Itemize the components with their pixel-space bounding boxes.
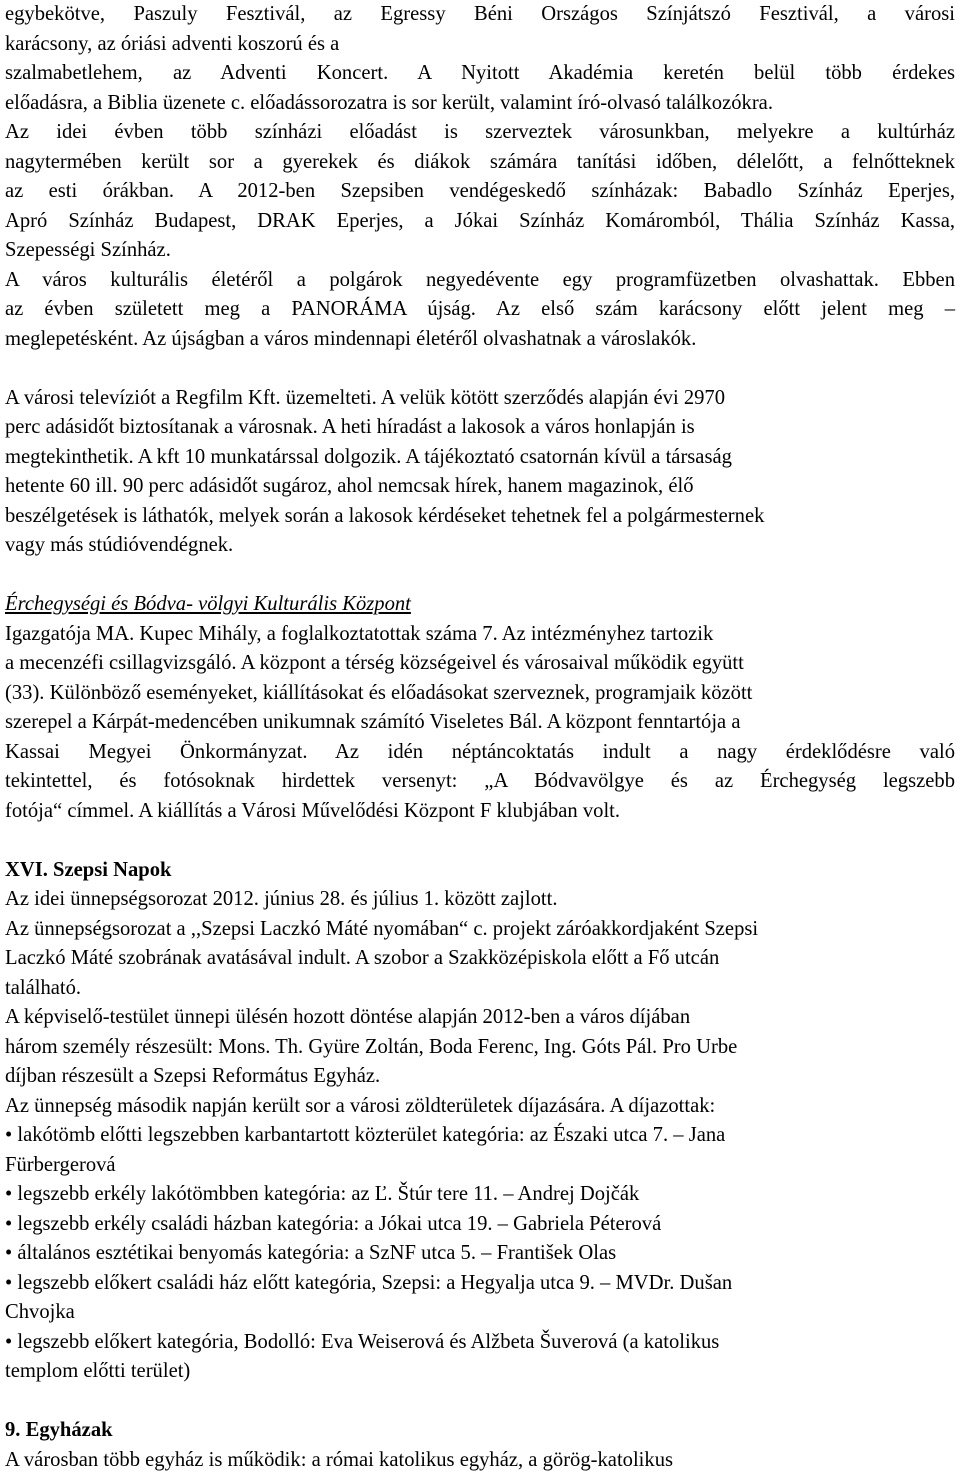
section-cultural-center	[5, 590, 955, 826]
section-churches	[5, 1416, 955, 1475]
spacer	[5, 561, 955, 591]
text-line: A képviselő-testület ünnepi ülésén hozott döntése alapján 2012-ben a város díjában	[5, 1003, 955, 1033]
text-line: egybekötve, Paszuly Fesztivál, az Egressy Béni Országos Színjátszó Fesztivál, a városi	[5, 0, 955, 30]
text-line: nagytermében került sor a gyerekek és diákok számára tanítási időben, délelőtt, a felnőtteknek	[5, 148, 955, 178]
text-line: Kassai Megyei Önkormányzat. Az idén néptáncoktatás indult a nagy érdeklődésre való	[5, 738, 955, 768]
text-line: A városi televíziót a Regfilm Kft. üzemelteti. A velük kötött szerződés alapján évi 2970	[5, 384, 955, 414]
spacer	[5, 826, 955, 856]
text-line: beszélgetések is láthatók, melyek során a lakosok kérdéseket tehetnek fel a polgármesternek	[5, 502, 955, 532]
text-line: (33). Különböző eseményeket, kiállításokat és előadásokat szerveznek, programjaik között	[5, 679, 955, 709]
section-heading: Érchegységi és Bódva- völgyi Kulturális Központ	[5, 590, 955, 620]
text-line: Az idei évben több színházi előadást is szerveztek városunkban, melyekre a kultúrház	[5, 118, 955, 148]
list-item-continuation: Chvojka	[5, 1298, 955, 1328]
text-line: vagy más stúdióvendégnek.	[5, 531, 955, 561]
text-line: szalmabetlehem, az Adventi Koncert. A Nyitott Akadémia keretén belül több érdekes	[5, 59, 955, 89]
text-line: Az idei ünnepségsorozat 2012. június 28. és július 1. között zajlott.	[5, 885, 955, 915]
list-item: • lakótömb előtti legszebben karbantartott közterület kategória: az Északi utca 7. – Jana	[5, 1121, 955, 1151]
section-heading: 9. Egyházak	[5, 1416, 955, 1446]
text-line: az esti órákban. A 2012-ben Szepsiben vendégeskedő színházak: Babadlo Színház Eperjes,	[5, 177, 955, 207]
text-line: Igazgatója MA. Kupec Mihály, a foglalkoztatottak száma 7. Az intézményhez tartozik	[5, 620, 955, 650]
text-line: előadásra, a Biblia üzenete c. előadássorozatra is sor került, valamint író-olvasó találkozókra.	[5, 89, 955, 119]
text-line: Apró Színház Budapest, DRAK Eperjes, a Jókai Színház Komáromból, Thália Színház Kassa,	[5, 207, 955, 237]
paragraph-television	[5, 384, 955, 561]
list-item: • legszebb erkély lakótömbben kategória: az Ľ. Štúr tere 11. – Andrej Dojčák	[5, 1180, 955, 1210]
spacer	[5, 1387, 955, 1417]
text-line: A város kulturális életéről a polgárok negyedévente egy programfüzetben olvashattak. Ebben	[5, 266, 955, 296]
text-line: Laczkó Máté szobrának avatásával indult. A szobor a Szakközépiskola előtt a Fő utcán	[5, 944, 955, 974]
list-item: • általános esztétikai benyomás kategória: a SzNF utca 5. – František Olas	[5, 1239, 955, 1269]
text-line: Az ünnepségsorozat a ,,Szepsi Laczkó Máté nyomában“ c. projekt záróakkordjaként Szepsi	[5, 915, 955, 945]
section-heading: XVI. Szepsi Napok	[5, 856, 955, 886]
list-item: • legszebb erkély családi házban kategória: a Jókai utca 19. – Gabriela Péterová	[5, 1210, 955, 1240]
text-line: tekintettel, és fotósoknak hirdettek versenyt: „A Bódvavölgye és az Érchegység legszebb	[5, 767, 955, 797]
text-line: A városban több egyház is működik: a római katolikus egyház, a görög-katolikus	[5, 1446, 955, 1475]
text-line: három személy részesült: Mons. Th. Gyüre Zoltán, Boda Ferenc, Ing. Góts Pál. Pro Urbe	[5, 1033, 955, 1063]
text-line: díjban részesült a Szepsi Református Egyház.	[5, 1062, 955, 1092]
list-item: • legszebb előkert kategória, Bodolló: Eva Weiserová és Alžbeta Šuverová (a katolikus	[5, 1328, 955, 1358]
text-line: szerepel a Kárpát-medencében unikumnak számító Viseletes Bál. A központ fenntartója a	[5, 708, 955, 738]
section-szepsi-days	[5, 856, 955, 1387]
text-line: hetente 60 ill. 90 perc adásidőt sugároz, ahol nemcsak hírek, hanem magazinok, élő	[5, 472, 955, 502]
list-item-continuation: templom előtti terület)	[5, 1357, 955, 1387]
paragraph-events	[5, 0, 955, 354]
text-line: Szepességi Színház.	[5, 236, 955, 266]
text-line: karácsony, az óriási adventi koszorú és a	[5, 30, 955, 60]
text-line: a mecenzéfi csillagvizsgáló. A központ a térség községeivel és városaival működik együtt	[5, 649, 955, 679]
list-item-continuation: Fürbergerová	[5, 1151, 955, 1181]
spacer	[5, 354, 955, 384]
text-line: az évben született meg a PANORÁMA újság. Az első szám karácsony előtt jelent meg –	[5, 295, 955, 325]
text-line: Az ünnepség második napján került sor a városi zöldterületek díjazására. A díjazottak:	[5, 1092, 955, 1122]
list-item: • legszebb előkert családi ház előtt kategória, Szepsi: a Hegyalja utca 9. – MVDr. Dušan	[5, 1269, 955, 1299]
text-line: található.	[5, 974, 955, 1004]
text-line: meglepetésként. Az újságban a város mindennapi életéről olvashatnak a városlakók.	[5, 325, 955, 355]
text-line: megtekinthetik. A kft 10 munkatárssal dolgozik. A tájékoztató csatornán kívül a társaság	[5, 443, 955, 473]
text-line: fotója“ címmel. A kiállítás a Városi Művelődési Központ F klubjában volt.	[5, 797, 955, 827]
text-line: perc adásidőt biztosítanak a városnak. A heti híradást a lakosok a város honlapján is	[5, 413, 955, 443]
